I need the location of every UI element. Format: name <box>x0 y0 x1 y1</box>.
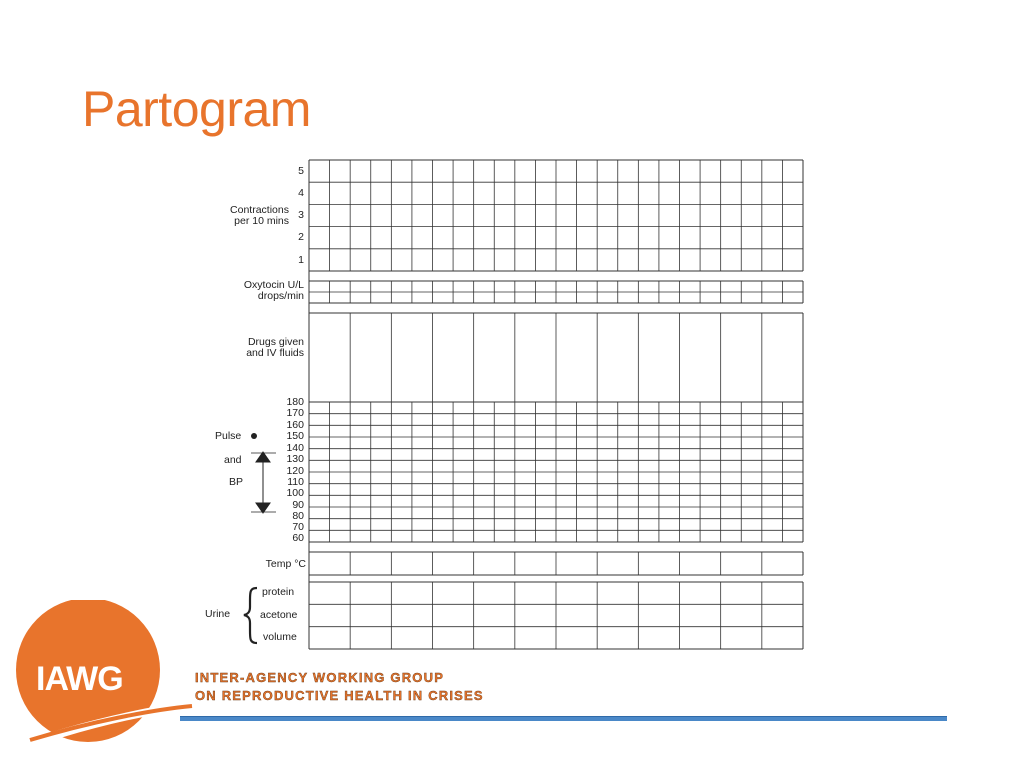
contractions-scale-1: 1 <box>298 254 304 266</box>
double-arrow-icon <box>251 452 276 513</box>
contractions-scale-4: 4 <box>298 187 304 199</box>
pulse-scale-70: 70 <box>292 521 304 533</box>
pulse-scale-100: 100 <box>286 487 304 499</box>
logo-mark-text: IAWG <box>36 660 123 698</box>
pulse-scale-110: 110 <box>287 476 304 488</box>
curly-brace-icon <box>244 588 257 643</box>
pulse-scale-140: 140 <box>286 442 304 454</box>
pulse-scale-60: 60 <box>292 532 304 544</box>
contractions-scale-5: 5 <box>298 165 304 177</box>
contractions-label-line1: Contractions <box>230 204 289 216</box>
drugs-label-line2: and IV fluids <box>246 347 304 359</box>
oxytocin-label-line2: drops/min <box>257 290 304 302</box>
urine-row-volume: volume <box>263 631 297 643</box>
urine-row-protein: protein <box>262 586 295 598</box>
bp-label: BP <box>229 476 244 488</box>
footer-rule <box>180 716 947 721</box>
org-line1: INTER-AGENCY WORKING GROUP <box>195 670 445 685</box>
pulse-scale-130: 130 <box>286 453 304 465</box>
temp-label: Temp °C <box>265 558 306 570</box>
grid-lines <box>309 160 803 649</box>
pulse-scale-150: 150 <box>286 430 304 442</box>
pulse-scale-170: 170 <box>286 407 304 419</box>
contractions-label-line2: per 10 mins <box>234 215 289 227</box>
pulse-label: Pulse <box>215 430 242 442</box>
pulse-scale-160: 160 <box>286 419 304 431</box>
pulse-scale-120: 120 <box>286 465 304 477</box>
contractions-scale-2: 2 <box>298 231 304 243</box>
and-label: and <box>224 454 242 466</box>
urine-label: Urine <box>205 608 231 620</box>
oxytocin-label-line1: Oxytocin U/L <box>243 279 304 291</box>
pulse-dot-icon <box>251 433 257 439</box>
slide-title: Partogram <box>82 81 311 137</box>
pulse-scale-90: 90 <box>292 499 304 511</box>
drugs-label-line1: Drugs given <box>247 336 304 348</box>
org-line2: ON REPRODUCTIVE HEALTH IN CRISES <box>195 688 484 703</box>
urine-row-acetone: acetone <box>260 609 298 621</box>
pulse-scale-180: 180 <box>286 396 304 408</box>
pulse-scale-80: 80 <box>292 510 304 522</box>
contractions-scale-3: 3 <box>298 209 304 221</box>
